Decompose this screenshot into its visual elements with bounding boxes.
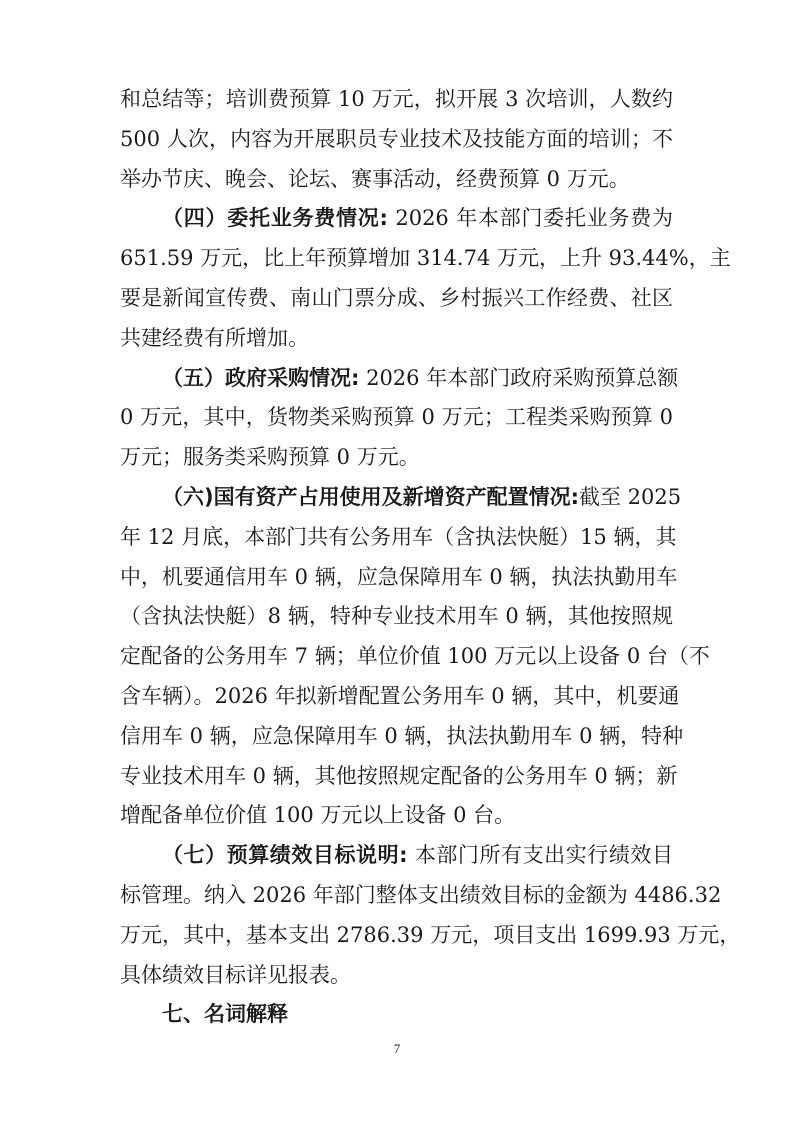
paragraph-performance-goals xyxy=(120,836,741,995)
text-line: 要是新闻宣传费、南山门票分成、乡村振兴工作经费、社区 xyxy=(120,285,673,310)
subsection-title: （四）委托业务费情况: xyxy=(162,206,388,231)
paragraph-government-procurement xyxy=(120,359,679,478)
text-line: 和总结等；培训费预算 10 万元，拟开展 3 次培训，人数约 xyxy=(120,87,673,111)
text-line: 共建经费有所增加。 xyxy=(120,325,309,350)
text-line: 信用车 0 辆，应急保障用车 0 辆，执法执勤用车 0 辆，特种 xyxy=(120,723,684,748)
text-line xyxy=(120,478,682,518)
text-line: 标管理。纳入 2026 年部门整体支出绩效目标的金额为 4486.32 xyxy=(120,882,722,907)
text-run: 本部门所有支出实行绩效目 xyxy=(407,843,673,868)
text-line: （含执法快艇）8 辆，特种专业技术用车 0 辆，其他按照规 xyxy=(120,604,673,629)
text-line xyxy=(120,359,679,399)
subsection-title: （五）政府采购情况: xyxy=(162,365,360,390)
text-line: 651.59 万元，比上年预算增加 314.74 万元，上升 93.44%，主 xyxy=(120,246,731,271)
text-line: 具体绩效目标详见报表。 xyxy=(120,962,351,987)
text-line xyxy=(120,199,673,239)
paragraph-entrusted-business xyxy=(120,199,731,358)
text-line: 0 万元，其中，货物类采购预算 0 万元；工程类采购预算 0 xyxy=(120,405,673,430)
text-line: 专业技术用车 0 辆，其他按照规定配备的公务用车 0 辆；新 xyxy=(120,763,678,788)
text-line: 增配备单位价值 100 万元以上设备 0 台。 xyxy=(120,803,516,828)
text-line: 定配备的公务用车 7 辆；单位价值 100 万元以上设备 0 台（不 xyxy=(120,644,710,669)
text-run: 2026 年本部门政府采购预算总额 xyxy=(359,365,679,390)
text-line: 年 12 月底，本部门共有公务用车（含执法快艇）15 辆，其 xyxy=(120,524,677,549)
text-run: 2026 年本部门委托业务费为 xyxy=(387,206,673,231)
text-line: 万元，其中，基本支出 2786.39 万元，项目支出 1699.93 万元， xyxy=(120,922,741,947)
text-run: 截至 2025 xyxy=(579,484,682,509)
document-body xyxy=(120,80,741,1035)
text-line: 举办节庆、晚会、论坛、赛事活动，经费预算 0 万元。 xyxy=(120,166,630,191)
subsection-title: （七）预算绩效目标说明: xyxy=(162,843,408,868)
text-line xyxy=(120,836,673,876)
subsection-title: （六)国有资产占用使用及新增资产配置情况: xyxy=(162,484,579,509)
text-line: 含车辆）。2026 年拟新增配置公务用车 0 辆，其中，机要通 xyxy=(120,683,680,708)
paragraph-state-assets xyxy=(120,478,710,836)
text-line: 中，机要通信用车 0 辆，应急保障用车 0 辆，执法执勤用车 xyxy=(120,564,678,589)
page-number: 7 xyxy=(393,1041,401,1056)
section-heading: 七、名词解释 xyxy=(162,1002,288,1027)
text-line: 万元；服务类采购预算 0 万元。 xyxy=(120,445,420,470)
text-line: 500 人次，内容为开展职员专业技术及技能方面的培训；不 xyxy=(120,126,673,151)
paragraph-training-events xyxy=(120,80,673,199)
